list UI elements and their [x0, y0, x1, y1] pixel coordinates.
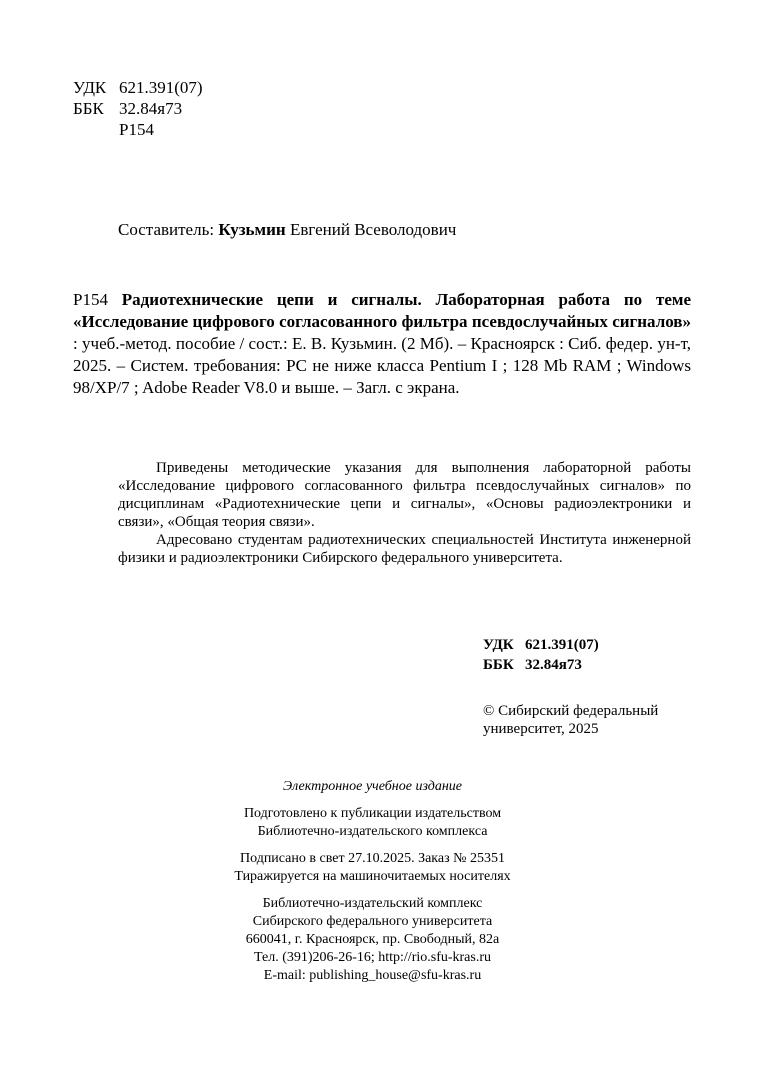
bib-code: Р154 [73, 290, 108, 309]
top-bbk-label: ББК [73, 99, 104, 118]
top-author-mark: Р154 [119, 120, 154, 139]
bibliographic-description [73, 289, 691, 399]
bib-rest: : учеб.-метод. пособие / сост.: Е. В. Кузьмин. (2 Мб). – Красноярск : Сиб. федер. ун-т, 2025. – Систем. требования: PC не ниже класса Pentium I ; 128 Mb RAM ; Windows 98/XP/7 ; Adobe Reader V8.0 и выше. – Загл. с экрана. [73, 334, 691, 397]
top-udk-row [73, 77, 203, 98]
bib-title: Радиотехнические цепи и сигналы. Лабораторная работа по теме «Исследование цифрового согласованного фильтра псевдослучайных сигналов» [73, 290, 691, 331]
imprint-email: E-mail: publishing_house@sfu-kras.ru [263, 968, 482, 983]
abstract-paragraph-2: Адресовано студентам радиотехнических специальностей Института инженерной физики и радиоэлектроники Сибирского федерального университета. [118, 532, 691, 566]
top-author-mark-row [73, 119, 203, 140]
compiler-name: Евгений Всеволодович [289, 220, 457, 239]
copyright-line-1: © Сибирский федеральный [483, 703, 659, 719]
imprint-prepared-line-2: Библиотечно-издательского комплекса [257, 824, 488, 839]
imprint-signed: Подписано в свет 27.10.2025. Заказ № 25351 [239, 851, 505, 866]
imprint-phone: Тел. (391)206-26-16; http://rio.sfu-kras.ru [253, 950, 491, 965]
bottom-udk-value: 621.391(07) [525, 637, 599, 653]
imprint-publisher-line-1: Библиотечно-издательский комплекс [262, 896, 483, 911]
top-udk-label: УДК [73, 78, 107, 97]
compiler-label: Составитель: [118, 220, 215, 239]
abstract [118, 459, 691, 567]
bottom-udk-label: УДК [483, 637, 514, 653]
abstract-paragraph-1: Приведены методические указания для выполнения лабораторной работы «Исследование цифрового согласованного фильтра псевдослучайных сигналов» по дисциплинам «Радиотехнические цепи и сигналы», «Основы радиоэлектроники и связи», «Общая теория связи». [118, 460, 691, 530]
compiler-surname: Кузьмин [218, 220, 286, 239]
copyright-block [483, 702, 683, 738]
imprint-block [200, 778, 545, 985]
bottom-bbk-row [483, 656, 599, 676]
bottom-index-block [483, 636, 599, 676]
imprint-prepared-line-1: Подготовлено к публикации издательством [243, 806, 502, 821]
top-bbk-value: 32.84я73 [119, 99, 183, 118]
bottom-udk-row [483, 636, 599, 656]
top-bbk-row [73, 98, 203, 119]
top-index-block [73, 77, 203, 140]
copyright-line-2: университет, 2025 [483, 721, 599, 737]
bottom-bbk-label: ББК [483, 657, 514, 673]
bottom-bbk-value: 32.84я73 [525, 657, 582, 673]
imprint-publisher-line-2: Сибирского федерального университета [252, 914, 493, 929]
imprint-address: 660041, г. Красноярск, пр. Свободный, 82а [245, 932, 500, 947]
top-udk-value: 621.391(07) [119, 78, 203, 97]
imprint-replicated: Тиражируется на машиночитаемых носителях [234, 869, 511, 884]
imprint-edition-type: Электронное учебное издание [283, 779, 462, 794]
compiler-line [118, 219, 456, 241]
